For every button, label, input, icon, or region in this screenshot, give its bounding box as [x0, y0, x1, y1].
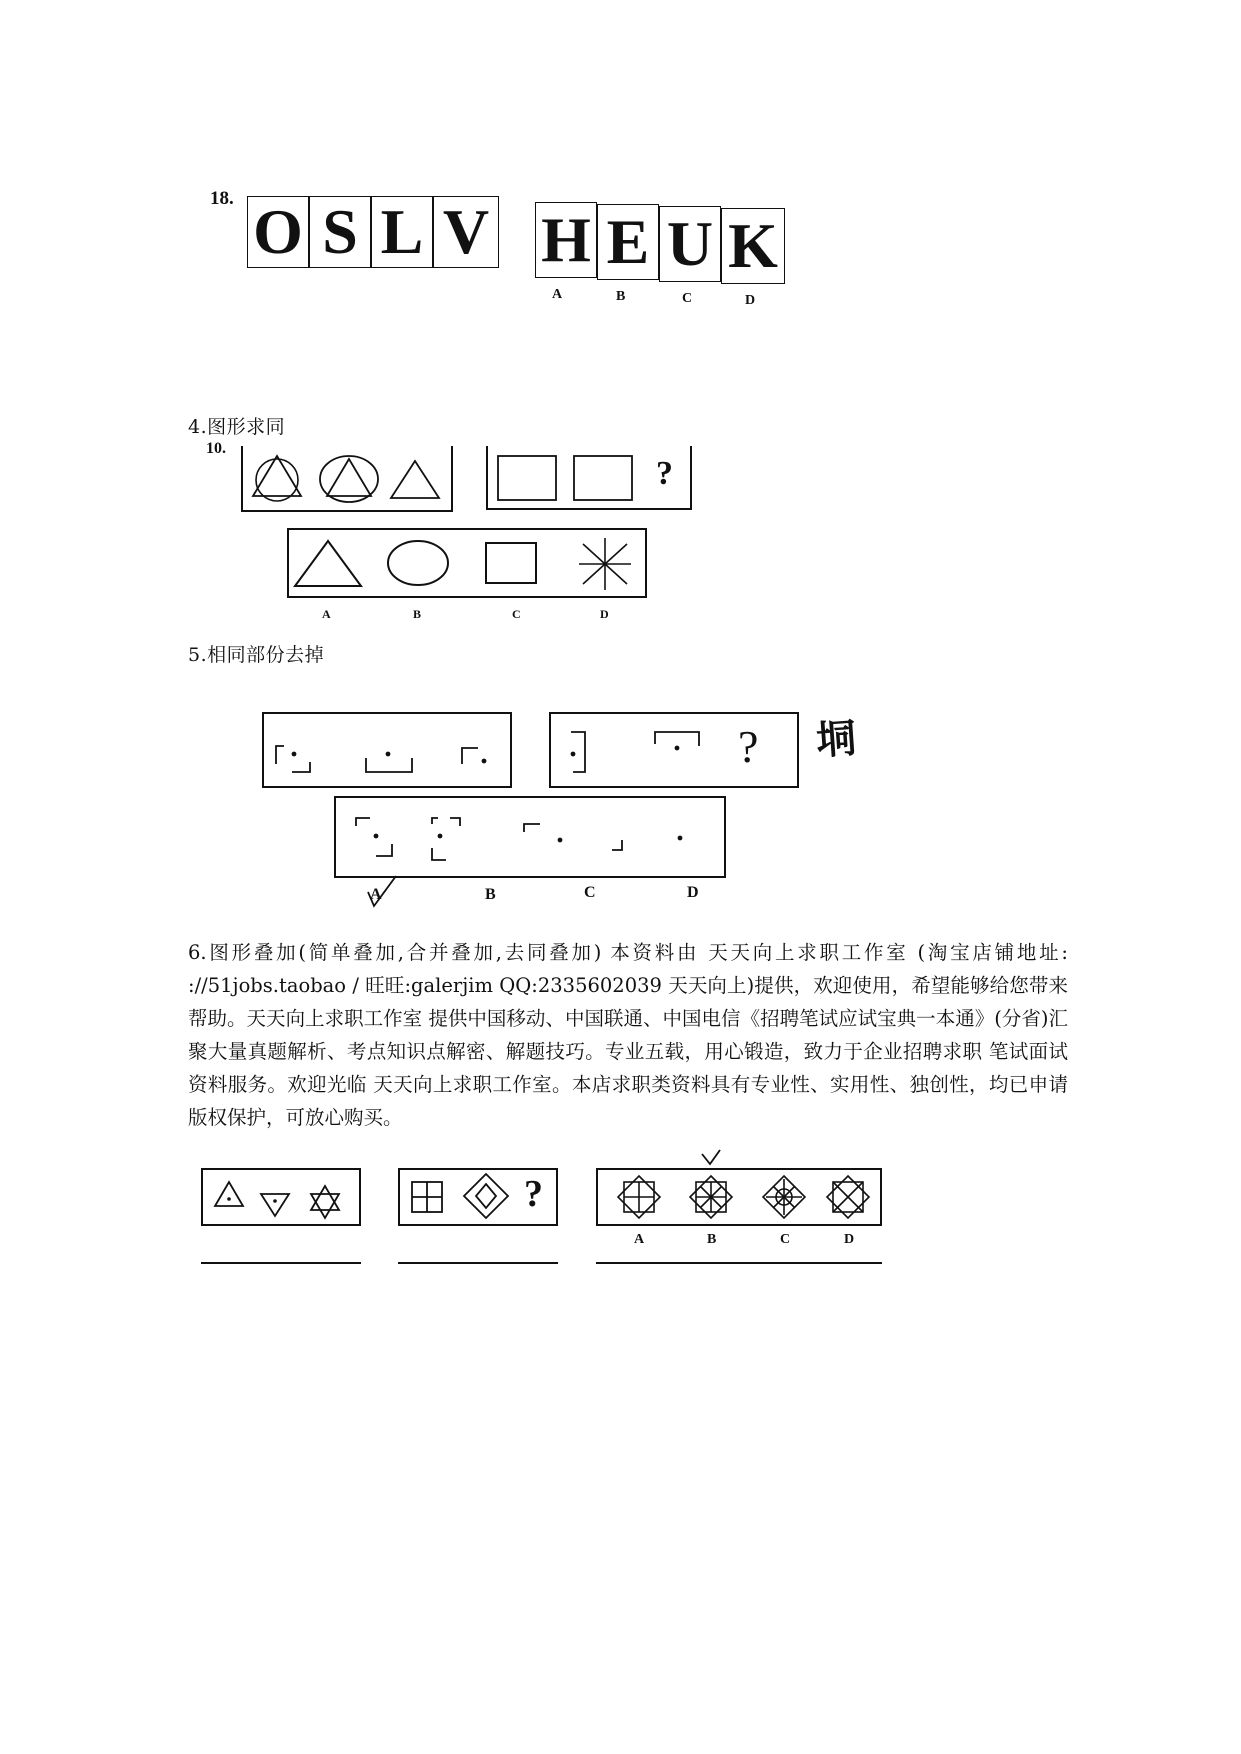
question-mark: ?	[738, 721, 759, 772]
option-label: A	[634, 1232, 645, 1247]
option-label: C	[682, 291, 693, 306]
question-number: 18.	[210, 188, 234, 209]
letter-cell: L	[371, 196, 433, 268]
rule-line	[398, 1262, 558, 1264]
option-label: A	[370, 886, 382, 903]
option-label: D	[687, 884, 699, 901]
letter-cell: S	[309, 196, 371, 268]
letter-cell: V	[433, 196, 499, 268]
bracket-figures-right	[549, 712, 799, 788]
option-shapes	[287, 528, 647, 598]
section-heading: 5.相同部份去掉	[188, 644, 325, 666]
question-number: 10.	[206, 440, 226, 457]
letter-cell: U	[659, 206, 721, 282]
option-label: A	[322, 607, 331, 621]
option-label: B	[413, 607, 422, 621]
letter-cell: E	[597, 204, 659, 280]
overlay-option-figures	[596, 1168, 882, 1226]
rule-line	[596, 1262, 882, 1264]
option-label: C	[780, 1232, 791, 1247]
option-label: B	[485, 886, 496, 903]
checkmark-icon	[698, 1148, 728, 1168]
option-label: B	[616, 289, 626, 304]
option-label: D	[745, 293, 756, 308]
triangle-star-figures	[201, 1168, 361, 1226]
option-label: D	[600, 607, 609, 621]
option-label: D	[844, 1232, 855, 1247]
section-heading: 4.图形求同	[188, 416, 286, 438]
letter-cell: H	[535, 202, 597, 278]
triangle-circle-figures	[241, 446, 453, 512]
option-label: A	[552, 287, 563, 302]
letter-cell: O	[247, 196, 309, 268]
letter-cell: K	[721, 208, 785, 284]
option-label: B	[707, 1232, 717, 1247]
question-mark: ?	[524, 1173, 543, 1215]
bracket-figures-left	[262, 712, 512, 788]
option-label: C	[584, 884, 596, 901]
question-mark: ?	[656, 455, 673, 492]
checkmark-icon	[366, 872, 426, 912]
option-label: C	[512, 607, 521, 621]
bracket-option-figures	[334, 796, 726, 878]
handwritten-note: 垌	[814, 715, 858, 765]
rule-line	[201, 1262, 361, 1264]
section6-paragraph: 6.图形叠加(简单叠加,合并叠加,去同叠加) 本资料由 天天向上求职工作室 (淘宝店铺地址: ://51jobs.taobao / 旺旺:galerjim QQ:2335602039 天天向上)提供，欢迎使用，希望能够给您带来帮助。天天向上求职工作室 提供中国移动、中国联通、中国电信《招聘笔试应试宝典一本通》(分省)汇聚大量真题解析、考点知识点解密、解题技巧。专业五载，用心锻造，致力于企业招聘求职 笔试面试资料服务。欢迎光临 天天向上求职工作室。本店求职类资料具有专业性、实用性、独创性，均已申请版权保护，可放心购买。	[188, 941, 1068, 1129]
